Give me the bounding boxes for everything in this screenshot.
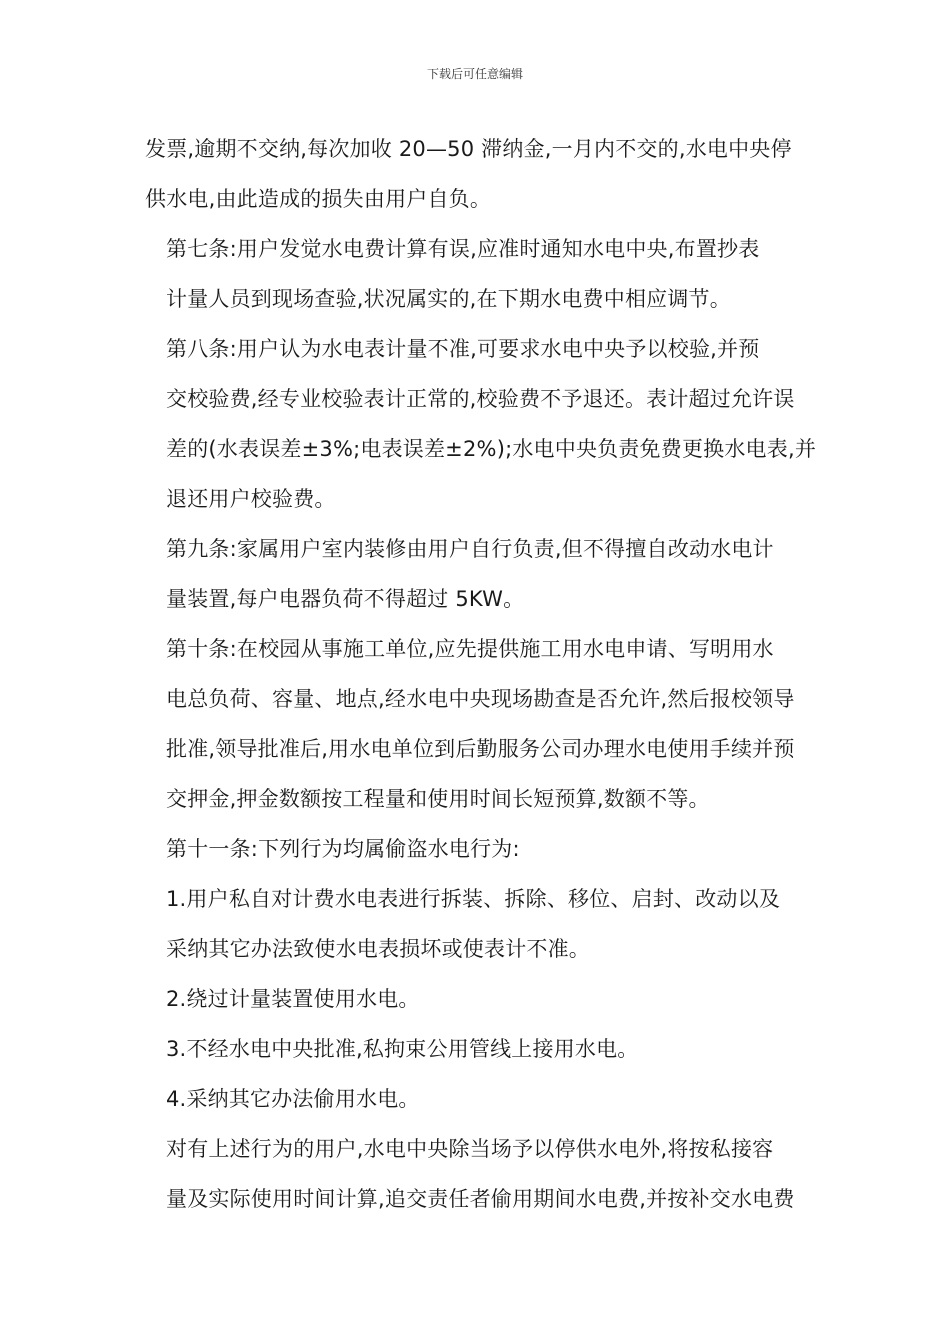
paragraph xyxy=(145,524,810,624)
text-line: 对有上述行为的用户,水电中央除当场予以停供水电外,将按私接容 xyxy=(166,1137,774,1161)
text-line: 计量人员到现场查验,状况属实的,在下期水电费中相应调节。 xyxy=(166,287,731,311)
paragraph xyxy=(145,324,817,524)
text-line: 第八条:用户认为水电表计量不准,可要求水电中央予以校验,并预 xyxy=(166,337,760,361)
paragraph xyxy=(145,874,810,974)
text-line: 差的(水表误差±3%;电表误差±2%);水电中央负责免费更换水电表,并 xyxy=(166,437,817,461)
text-line: 4.采纳其它办法偷用水电。 xyxy=(166,1087,420,1111)
paragraph xyxy=(145,124,810,224)
text-line: 采纳其它办法致使水电表损坏或使表计不准。 xyxy=(166,937,590,961)
text-line: 第七条:用户发觉水电费计算有误,应准时通知水电中央,布置抄表 xyxy=(166,237,760,261)
text-line: 3.不经水电中央批准,私拘束公用管线上接用水电。 xyxy=(166,1037,639,1061)
text-line: 量装置,每户电器负荷不得超过 5KW。 xyxy=(166,587,525,611)
text-line: 交押金,押金数额按工程量和使用时间长短预算,数额不等。 xyxy=(166,787,710,811)
text-line: 量及实际使用时间计算,追交责任者偷用期间水电费,并按补交水电费 xyxy=(166,1187,795,1211)
text-line: 第十一条:下列行为均属偷盗水电行为: xyxy=(166,837,520,861)
page-header-note: 下载后可任意编辑 xyxy=(426,67,523,81)
paragraph xyxy=(145,1124,810,1224)
paragraph xyxy=(145,974,810,1024)
text-line: 发票,逾期不交纳,每次加收 20—50 滞纳金,一月内不交的,水电中央停 xyxy=(145,137,792,161)
document-body xyxy=(145,124,817,1224)
text-line: 交校验费,经专业校验表计正常的,校验费不予退还。表计超过允许误 xyxy=(166,387,795,411)
text-line: 1.用户私自对计费水电表进行拆装、拆除、移位、启封、改动以及 xyxy=(166,887,781,911)
paragraph xyxy=(145,624,810,824)
text-line: 第九条:家属用户室内装修由用户自行负责,但不得擅自改动水电计 xyxy=(166,537,774,561)
text-line: 退还用户校验费。 xyxy=(166,487,336,511)
text-line: 批准,领导批准后,用水电单位到后勤服务公司办理水电使用手续并预 xyxy=(166,737,795,761)
text-line: 2.绕过计量装置使用水电。 xyxy=(166,987,420,1011)
paragraph xyxy=(145,824,810,874)
paragraph xyxy=(145,224,810,324)
paragraph xyxy=(145,1024,810,1074)
paragraph xyxy=(145,1074,810,1124)
text-line: 供水电,由此造成的损失由用户自负。 xyxy=(145,187,492,211)
text-line: 电总负荷、容量、地点,经水电中央现场勘查是否允许,然后报校领导 xyxy=(166,687,795,711)
text-line: 第十条:在校园从事施工单位,应先提供施工用水电申请、写明用水 xyxy=(166,637,774,661)
